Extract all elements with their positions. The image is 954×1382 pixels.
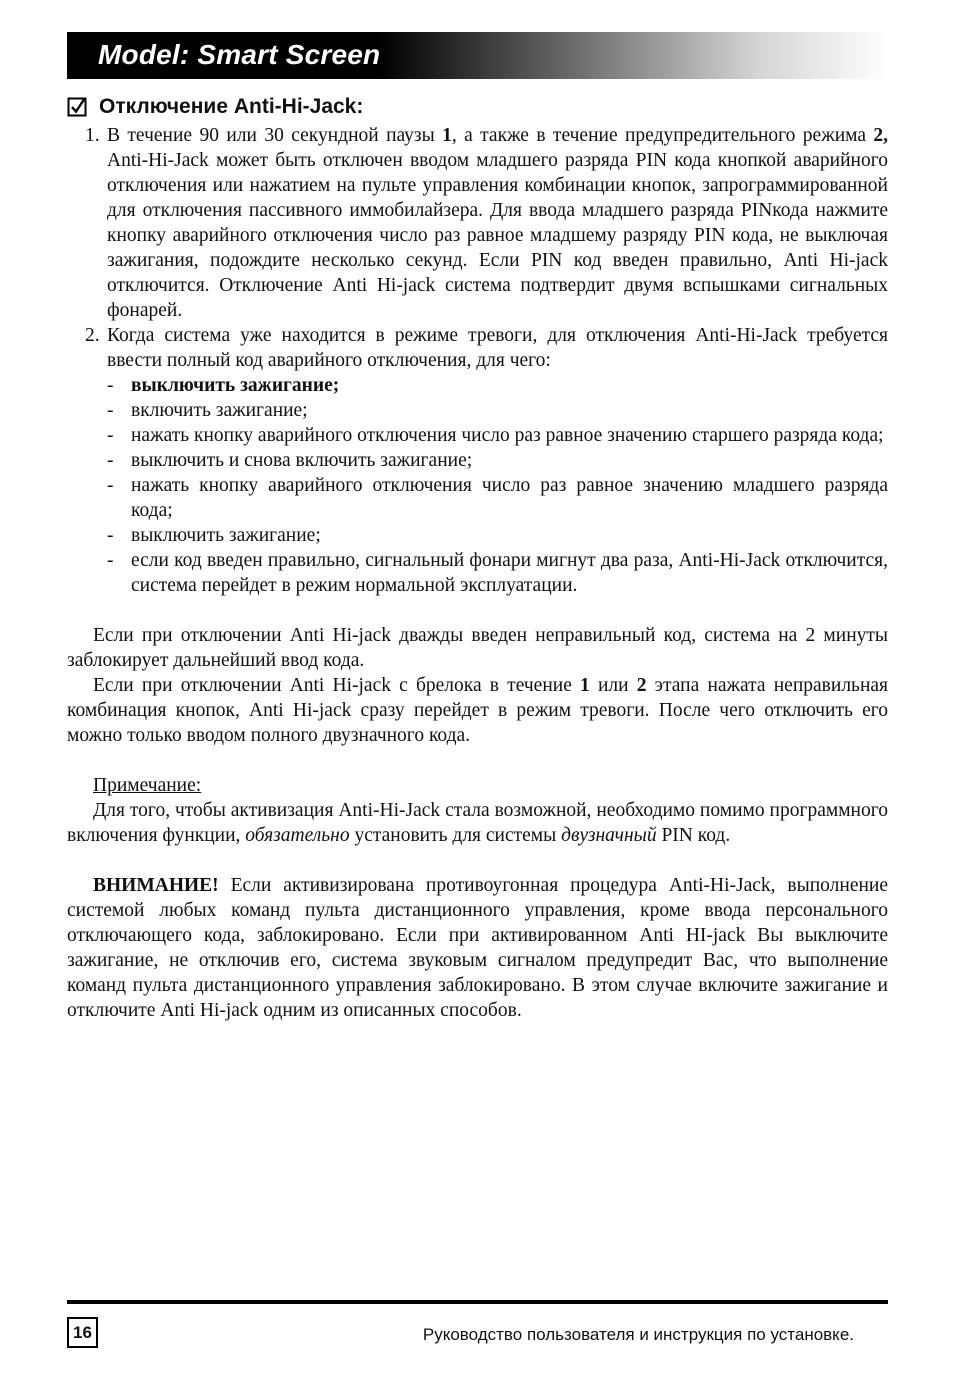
footer-divider	[67, 1300, 888, 1304]
warning-paragraph	[67, 873, 888, 1023]
list-number: 2.	[85, 325, 100, 346]
page-number: 16	[67, 1317, 98, 1348]
paragraph-remote	[67, 673, 888, 748]
note-text: PIN код.	[656, 825, 731, 846]
step-text: выключить и снова включить зажигание;	[131, 450, 473, 471]
paragraph-text: Если при отключении Anti Hi-jack с брелока в течение	[93, 675, 581, 696]
list-item	[67, 123, 888, 323]
header-banner	[67, 32, 889, 79]
step-text: нажать кнопку аварийного отключения число раз равное значению старшего разряда кода;	[131, 425, 884, 446]
footer-caption: Руководство пользователя и инструкция по установке.	[422, 1325, 854, 1344]
step-text: выключить зажигание;	[131, 525, 321, 546]
note-paragraph	[67, 798, 888, 848]
note-emphasis: обязательно	[245, 825, 350, 846]
paragraph-text: или	[589, 675, 637, 696]
step-item: - нажать кнопку аварийного отключения число раз равное значению старшего разряда кода;	[107, 425, 884, 446]
section-heading-text: Отключение Anti-Hi-Jack:	[99, 95, 364, 118]
step-text: включить зажигание;	[131, 400, 308, 421]
list-number: 1.	[85, 125, 100, 146]
step-item: - включить зажигание;	[107, 400, 308, 421]
bold-stage: 2	[636, 675, 647, 696]
item-text: В течение 90 или 30 секундной паузы	[107, 125, 443, 146]
step-text: выключить зажигание;	[131, 375, 340, 396]
item-text: Когда система уже находится в режиме тревоги, для отключения Anti-Hi-Jack требуется ввести полный код аварийного отключения, для чего:	[107, 325, 888, 371]
bold-stage: 2,	[873, 125, 888, 146]
step-item: - выключить и снова включить зажигание;	[107, 450, 473, 471]
item-text: , а также в течение предупредительного режима	[451, 125, 874, 146]
step-text: если код введен правильно, сигнальный фонари мигнут два раза, Anti-Hi-Jack отключится, система перейдет в режим нормальной эксплуатации.	[131, 550, 888, 596]
checked-box-icon	[67, 96, 89, 118]
paragraph-text: этапа нажата неправильная комбинация кнопок, Anti Hi-jack сразу перейдет в режим тревоги. После чего отключить его можно только вводом полного двузначного кода.	[67, 675, 888, 746]
step-item: - выключить зажигание;	[107, 525, 321, 546]
item-text: Anti-Hi-Jack может быть отключен вводом младшего разряда PIN кода кнопкой аварийного отключения или нажатием на пульте управления комбинации кнопок, запрограммированной для отключения пассивного иммобилайзера. Для ввода младшего разряда PINкода нажмите кнопку аварийного отключения число раз равное младшему разряду PIN кода, не выключая зажигания, подождите несколько секунд. Если PIN код введен правильно, Anti Hi-jack отключится. Отключение Anti Hi-jack система подтвердит двумя вспышками сигнальных фонарей.	[107, 150, 888, 321]
step-item: - нажать кнопку аварийного отключения число раз равное значению младшего разряда кода;	[107, 475, 888, 521]
note-emphasis: двузначный	[561, 825, 657, 846]
note-text: Для того, чтобы активизация Anti-Hi-Jack стала возможной, необходимо помимо программного включения функции,	[67, 800, 888, 846]
bold-stage: 1	[442, 125, 452, 146]
list-item	[67, 323, 888, 373]
step-item: - выключить зажигание;	[107, 375, 340, 396]
note-heading	[67, 773, 888, 798]
warning-label: ВНИМАНИЕ!	[93, 875, 219, 896]
header-title: Model: Smart Screen	[98, 39, 381, 70]
step-item: - если код введен правильно, сигнальный фонари мигнут два раза, Anti-Hi-Jack отключится, система перейдет в режим нормальной эксплуатации.	[107, 550, 888, 596]
warning-text: Если активизирована противоугонная процедура Anti-Hi-Jack, выполнение системой любых команд пульта дистанционного управления, кроме ввода персонального отключающего кода, заблокировано. Если при активированном Anti HI-jack Вы выключите зажигание, не отключив его, система звуковым сигналом предупредит Вас, что выполнение команд пульта дистанционного управления заблокировано. В этом случае включите зажигание и отключите Anti Hi-jack одним из описанных способов.	[67, 875, 888, 1021]
section-heading	[67, 95, 363, 119]
note-label: Примечание:	[93, 775, 202, 796]
step-text: нажать кнопку аварийного отключения число раз равное значению младшего разряда кода;	[131, 475, 888, 521]
note-text: установить для системы	[349, 825, 562, 846]
paragraph-wrong-code: Если при отключении Anti Hi-jack дважды введен неправильный код, система на 2 минуты заблокирует дальнейший ввод кода.	[67, 625, 888, 671]
bold-stage: 1	[580, 675, 590, 696]
document-body	[67, 123, 888, 1023]
